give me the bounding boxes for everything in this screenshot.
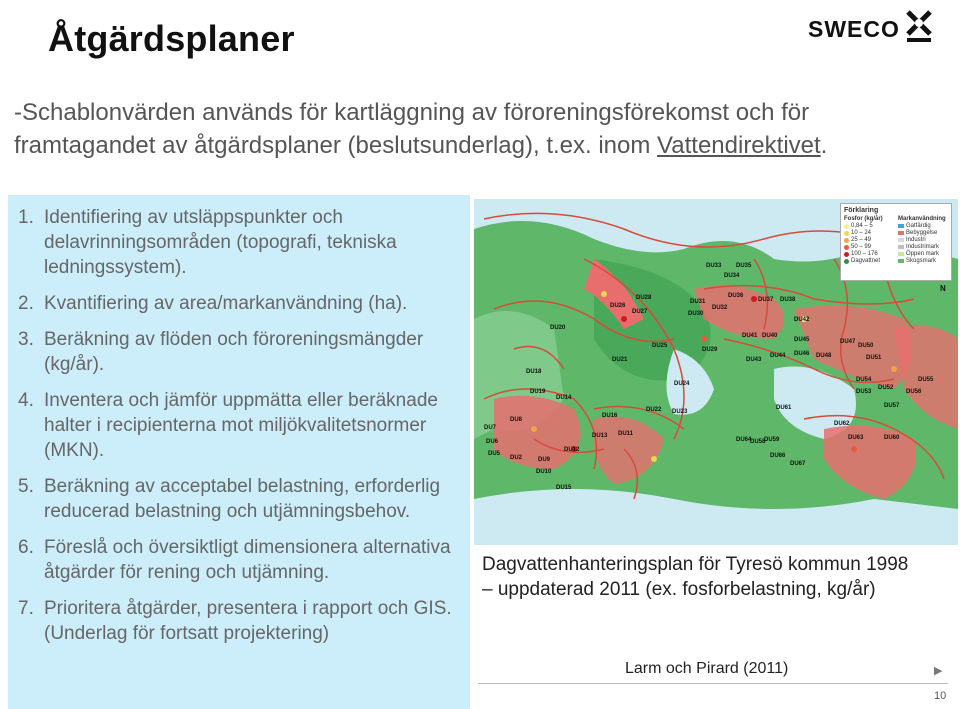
- basin-label: DU59: [764, 437, 780, 443]
- basin-label: DU15: [556, 485, 572, 491]
- legend-label: 25 – 49: [851, 237, 872, 243]
- page-number: 10: [934, 690, 947, 702]
- legend-row: [844, 223, 894, 229]
- caption-line-1: Dagvattenhanteringsplan för Tyresö kommun 1998: [482, 554, 909, 575]
- basin-label: DU9: [538, 457, 551, 463]
- sweco-logo: [808, 10, 934, 44]
- basin-label: DU33: [706, 263, 722, 269]
- step-number: 7.: [18, 598, 34, 619]
- step-item: [18, 205, 460, 280]
- step-text: Föreslå och översiktligt dimensionera alternativa åtgärder för rening och utjämning.: [44, 537, 451, 583]
- legend-row: [844, 251, 894, 257]
- basin-label: DU66: [770, 453, 786, 459]
- basin-label: DU7: [484, 425, 497, 431]
- step-number: 3.: [18, 329, 34, 350]
- basin-label: DU10: [536, 469, 552, 475]
- basin-label: DU63: [848, 435, 864, 441]
- legend-row: [898, 258, 948, 264]
- step-item: [18, 388, 460, 463]
- basin-label: DU2: [510, 455, 523, 461]
- basin-label: DU19: [530, 389, 546, 395]
- basin-label: DU62: [834, 421, 850, 427]
- basin-label: DU52: [878, 385, 894, 391]
- basin-label: DU21: [612, 357, 628, 363]
- legend-label: Gatfärdig: [906, 223, 931, 229]
- legend-label: 0,84 – 5: [851, 223, 873, 229]
- map-legend: [840, 203, 952, 281]
- step-number: 6.: [18, 537, 34, 558]
- basin-label: DU45: [794, 337, 810, 343]
- basin-label: DU24: [674, 381, 690, 387]
- basin-label: DU44: [770, 353, 786, 359]
- legend-label: 100 – 176: [851, 251, 878, 257]
- basin-label: DU12: [564, 447, 580, 453]
- legend-phosphorus-title: Fosfor (kg/år): [844, 216, 883, 222]
- footer-divider: [478, 683, 948, 684]
- legend-row: [844, 244, 894, 250]
- basin-label: DU48: [816, 353, 832, 359]
- basin-label: DU36: [728, 293, 744, 299]
- logo-brand-text: SWECO: [808, 16, 900, 42]
- basin-label: DU32: [712, 305, 728, 311]
- basin-label: DU54: [856, 377, 872, 383]
- basin-label: DU31: [690, 299, 706, 305]
- step-number: 1.: [18, 207, 34, 228]
- intro-text: [14, 96, 944, 162]
- step-text: Kvantifiering av area/markanvändning (ha).: [44, 293, 408, 314]
- step-item: [18, 327, 460, 377]
- basin-label: DU29: [702, 347, 718, 353]
- basin-label: DU64: [736, 437, 752, 443]
- step-item: [18, 535, 460, 585]
- legend-title: Förklaring: [844, 207, 879, 214]
- legend-row: [898, 244, 948, 250]
- basin-label: DU56: [906, 389, 922, 395]
- caption-line-2: – uppdaterad 2011 (ex. fosforbelastning, kg/år): [482, 579, 876, 600]
- basin-label: DU5: [488, 451, 501, 457]
- legend-row: [844, 258, 894, 264]
- legend-label: Öppen mark: [906, 251, 940, 257]
- step-text: Beräkning av flöden och föroreningsmängder (kg/år).: [44, 329, 424, 375]
- basin-label: DU28: [636, 295, 652, 301]
- legend-row: [898, 230, 948, 236]
- legend-landuse-title: Markanvändning: [898, 216, 946, 222]
- step-number: 5.: [18, 476, 34, 497]
- basin-label: DU34: [724, 273, 740, 279]
- legend-label: 10 – 24: [851, 230, 872, 236]
- step-item: [18, 291, 460, 316]
- basin-label: DU23: [672, 409, 688, 415]
- legend-label: Industri: [906, 237, 926, 243]
- basin-label: DU37: [758, 297, 774, 303]
- basin-label: DU46: [794, 351, 810, 357]
- step-number: 2.: [18, 293, 34, 314]
- basin-label: DU14: [556, 395, 572, 401]
- basin-label: DU22: [646, 407, 662, 413]
- intro-body: -Schablonvärden används för kartläggning av föroreningsförekomst och för framtagandet av åtgärdsplaner (beslutsunderlag), t.ex. inom: [14, 99, 810, 159]
- basin-label: DU25: [652, 343, 668, 349]
- basin-label: DU61: [776, 405, 792, 411]
- legend-landuse: [898, 216, 948, 265]
- basin-label: DU42: [794, 317, 810, 323]
- page-title: Åtgärdsplaner: [48, 18, 295, 59]
- basin-label: DU13: [592, 433, 608, 439]
- step-text: Prioritera åtgärder, presentera i rapport och GIS. (Underlag för fortsatt projektering): [44, 598, 452, 644]
- basin-label: DU67: [790, 461, 806, 467]
- basin-label: DU26: [610, 303, 626, 309]
- basin-label: DU38: [780, 297, 796, 303]
- step-text: Identifiering av utsläppspunkter och delavrinningsområden (topografi, tekniska ledningssystem).: [44, 207, 397, 278]
- legend-row: [898, 223, 948, 229]
- legend-label: Skogsmark: [906, 258, 937, 264]
- basin-label: DU43: [746, 357, 762, 363]
- step-text: Beräkning av acceptabel belastning, erforderlig reducerad belastning och utjämningsbehov.: [44, 476, 441, 522]
- basin-label: DU18: [526, 369, 542, 375]
- north-arrow-icon: N: [940, 284, 946, 293]
- basin-label: DU51: [866, 355, 882, 361]
- basin-label: DU57: [884, 403, 900, 409]
- basin-label: DU60: [884, 435, 900, 441]
- basin-label: DU41: [742, 333, 758, 339]
- legend-label: Dagvattnet: [851, 258, 881, 264]
- basin-label: DU27: [632, 309, 648, 315]
- next-slide-icon[interactable]: ▶: [934, 665, 943, 677]
- sweco-star-icon: [904, 10, 934, 44]
- basin-label: DU47: [840, 339, 856, 345]
- basin-label: DU16: [602, 413, 618, 419]
- basin-label: DU58: [750, 439, 766, 445]
- basin-label: DU8: [510, 417, 523, 423]
- basin-label: DU55: [918, 377, 934, 383]
- step-item: [18, 596, 460, 646]
- legend-label: Industrimark: [906, 244, 940, 250]
- basin-label: DU11: [618, 431, 634, 437]
- steps-panel: [8, 195, 470, 709]
- basin-label: DU6: [486, 439, 499, 445]
- basin-label: DU50: [858, 343, 874, 349]
- basin-label: DU35: [736, 263, 752, 269]
- basin-label: DU30: [688, 311, 704, 317]
- vattendirektivet-link[interactable]: Vattendirektivet: [657, 132, 821, 159]
- legend-row: [844, 237, 894, 243]
- source-credit: Larm och Pirard (2011): [625, 660, 789, 677]
- basin-label: DU53: [856, 389, 872, 395]
- step-number: 4.: [18, 390, 34, 411]
- legend-label: Bebyggelse: [906, 230, 938, 236]
- legend-row: [844, 230, 894, 236]
- step-item: [18, 474, 460, 524]
- drainage-map: [474, 199, 958, 545]
- legend-label: 50 – 99: [851, 244, 872, 250]
- basin-label: DU20: [550, 325, 566, 331]
- legend-row: [898, 251, 948, 257]
- step-text: Inventera och jämför uppmätta eller beräknade halter i recipienterna mot miljökvalitetsnormer (MKN).: [44, 390, 438, 461]
- map-caption: [482, 552, 960, 602]
- legend-phosphorus: [844, 216, 894, 265]
- intro-end: .: [820, 132, 828, 159]
- legend-row: [898, 237, 948, 243]
- basin-label: DU40: [762, 333, 778, 339]
